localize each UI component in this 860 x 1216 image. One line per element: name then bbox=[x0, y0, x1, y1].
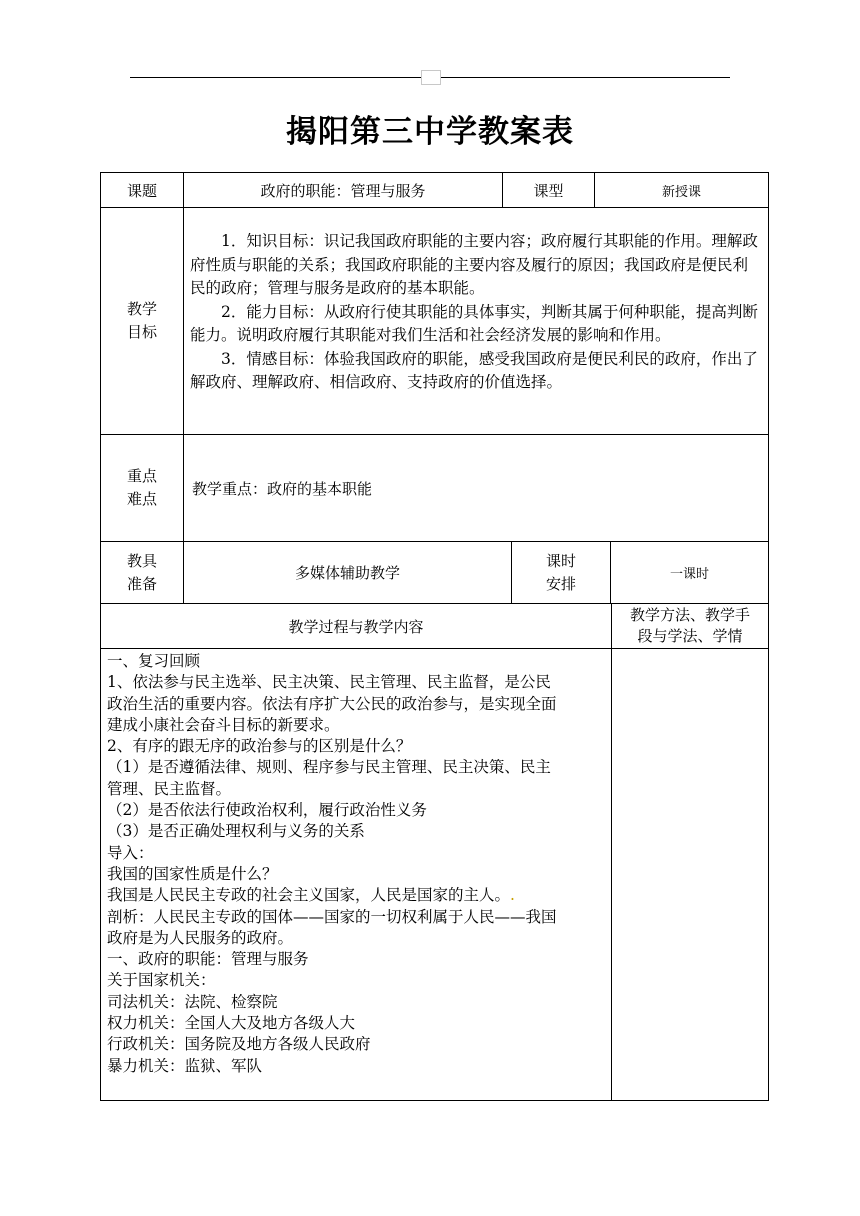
tools-label-line: 教具 bbox=[126, 551, 157, 570]
process-line-with-dot bbox=[107, 885, 605, 906]
method-header bbox=[611, 603, 769, 649]
process-line: 导入： bbox=[107, 843, 154, 862]
method-header-line: 段与学法、学情 bbox=[637, 627, 743, 645]
process-line: 2、有序的跟无序的政治参与的区别是什么？ bbox=[107, 737, 412, 756]
method-header-line: 教学方法、教学手 bbox=[629, 606, 750, 624]
goal-paragraph: 2．能力目标：从政府行使其职能的具体事实，判断其属于何种职能，提高判断能力。说明政府履行其职能对我们生活和社会经济发展的影响和作用。 bbox=[190, 302, 758, 344]
highlight-dot: . bbox=[510, 886, 515, 905]
focus-label bbox=[100, 434, 184, 542]
hours-label-line: 安排 bbox=[545, 574, 576, 593]
process-line: 政府是为人民服务的政府。 bbox=[107, 928, 294, 947]
method-content bbox=[611, 648, 769, 1101]
process-line: 我国的国家性质是什么？ bbox=[107, 864, 278, 883]
goals-label-line: 目标 bbox=[126, 323, 157, 341]
process-line: 我国是人民民主专政的社会主义国家，人民是国家的主人。 bbox=[107, 886, 511, 905]
process-header: 教学过程与教学内容 bbox=[100, 603, 612, 649]
process-line: 权力机关：全国人大及地方各级人大 bbox=[107, 1014, 356, 1033]
process-line: 暴力机关：监狱、军队 bbox=[107, 1056, 263, 1075]
focus-label-line: 难点 bbox=[126, 490, 157, 508]
lesson-type-value: 新授课 bbox=[594, 172, 769, 208]
process-line: 1、依法参与民主选举、民主决策、民主管理、民主监督，是公民 bbox=[107, 673, 551, 692]
hours-label-line: 课时 bbox=[545, 551, 576, 570]
process-line: 一、政府的职能：管理与服务 bbox=[107, 950, 309, 969]
tools-value: 多媒体辅助教学 bbox=[183, 541, 512, 604]
tools-label bbox=[100, 541, 184, 604]
process-line: 司法机关：法院、检察院 bbox=[107, 992, 278, 1011]
process-line: （1）是否遵循法律、规则、程序参与民主管理、民主决策、民主 bbox=[107, 758, 551, 777]
topic-value: 政府的职能：管理与服务 bbox=[183, 172, 503, 208]
lesson-type-label: 课型 bbox=[502, 172, 595, 208]
hours-label bbox=[511, 541, 611, 604]
goals-content bbox=[183, 207, 769, 435]
process-line: 建成小康社会奋斗目标的新要求。 bbox=[107, 715, 340, 734]
process-line: （3）是否正确处理权利与义务的关系 bbox=[107, 822, 365, 841]
process-content bbox=[100, 648, 612, 1101]
hours-value: 一课时 bbox=[610, 541, 769, 604]
tools-label-line: 准备 bbox=[126, 574, 157, 593]
focus-label-line: 重点 bbox=[126, 467, 157, 485]
topic-label: 课题 bbox=[100, 172, 184, 208]
process-line: 政治生活的重要内容。依法有序扩大公民的政治参与，是实现全面 bbox=[107, 694, 557, 713]
process-line: 关于国家机关： bbox=[107, 971, 216, 990]
process-line: 剖析：人民民主专政的国体——国家的一切权利属于人民——我国 bbox=[107, 907, 557, 926]
focus-value: 教学重点：政府的基本职能 bbox=[183, 434, 769, 542]
process-line: （2）是否依法行使政治权利，履行政治性义务 bbox=[107, 801, 427, 820]
goal-paragraph: 1．知识目标：识记我国政府职能的主要内容；政府履行其职能的作用。理解政府性质与职能的关系；我国政府职能的主要内容及履行的原因；我国政府是便民利民的政府；管理与服务是政府的基本职能。 bbox=[190, 232, 758, 297]
goal-paragraph: 3．情感目标：体验我国政府的职能，感受我国政府是便民利民的政府，作出了解政府、理解政府、相信政府、支持政府的价值选择。 bbox=[190, 349, 758, 391]
header-logo-icon bbox=[421, 70, 441, 85]
page-title: 揭阳第三中学教案表 bbox=[286, 114, 574, 150]
goals-label-line: 教学 bbox=[126, 300, 157, 318]
process-line: 管理、民主监督。 bbox=[107, 779, 232, 798]
process-line: 行政机关：国务院及地方各级人民政府 bbox=[107, 1035, 371, 1054]
goals-label bbox=[100, 207, 184, 435]
process-line: 一、复习回顾 bbox=[107, 652, 201, 670]
